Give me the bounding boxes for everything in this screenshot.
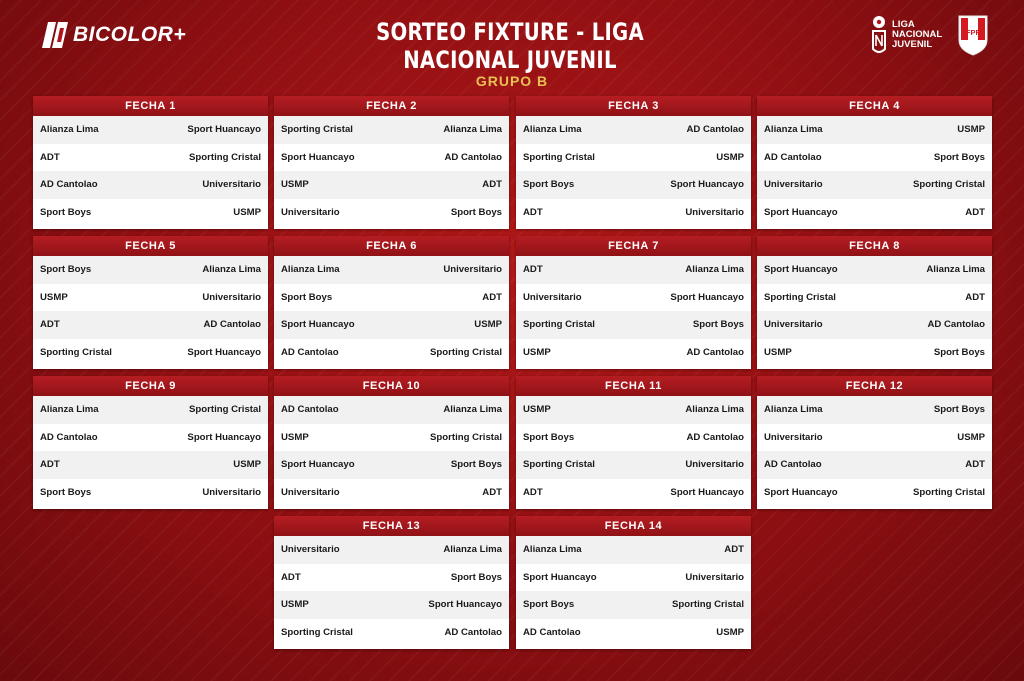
match-row (274, 256, 509, 284)
away-team: Sport Boys (450, 459, 502, 471)
fecha-card (516, 96, 751, 229)
home-team: ADT (40, 459, 60, 471)
away-team: Sport Huancayo (670, 486, 744, 498)
away-team: Sporting Cristal (430, 431, 502, 443)
home-team: Sport Huancayo (281, 319, 355, 331)
home-team: Alianza Lima (523, 124, 582, 136)
liga-ball-icon (870, 15, 888, 55)
away-team: Sport Boys (933, 151, 985, 163)
match-list (516, 116, 751, 226)
page-title: SORTEO FIXTURE - LIGA NACIONAL JUVENIL (376, 18, 644, 74)
liga-name (892, 20, 942, 50)
away-team: USMP (716, 151, 744, 163)
home-team: Universitario (281, 206, 340, 218)
match-row (757, 311, 992, 339)
match-row (33, 311, 268, 339)
fecha-title: FECHA 1 (33, 96, 268, 116)
home-team: USMP (523, 404, 551, 416)
fecha-card (274, 96, 509, 229)
away-team: Sporting Cristal (913, 486, 985, 498)
match-list (33, 396, 268, 506)
home-team: USMP (281, 179, 309, 191)
liga-line: JUVENIL (892, 39, 933, 50)
match-row (757, 256, 992, 284)
match-list (757, 116, 992, 226)
away-team: AD Cantolao (203, 319, 261, 331)
match-row (274, 591, 509, 619)
home-team: ADT (40, 151, 60, 163)
away-team: ADT (965, 459, 985, 471)
match-row (274, 451, 509, 479)
match-row (274, 479, 509, 507)
match-row (33, 171, 268, 199)
away-team: ADT (482, 486, 502, 498)
fecha-card (274, 236, 509, 369)
home-team: Sport Huancayo (764, 486, 838, 498)
home-team: Universitario (764, 431, 823, 443)
away-team: Sporting Cristal (189, 151, 261, 163)
home-team: Sport Huancayo (523, 571, 597, 583)
fecha-title: FECHA 13 (274, 516, 509, 536)
home-team: Sporting Cristal (523, 151, 595, 163)
away-team: Universitario (443, 264, 502, 276)
home-team: Sport Huancayo (764, 206, 838, 218)
away-team: AD Cantolao (686, 346, 744, 358)
match-row (274, 311, 509, 339)
brand-name: BICOLOR+ (73, 23, 187, 46)
home-team: Sport Boys (281, 291, 333, 303)
home-team: AD Cantolao (40, 179, 98, 191)
away-team: Sporting Cristal (672, 599, 744, 611)
fecha-title: FECHA 12 (757, 376, 992, 396)
fecha-title: FECHA 9 (33, 376, 268, 396)
home-team: AD Cantolao (281, 404, 339, 416)
away-team: Universitario (685, 206, 744, 218)
match-row (33, 116, 268, 144)
away-team: Sport Huancayo (187, 346, 261, 358)
bicolor-logo-icon (42, 20, 70, 50)
fecha-title: FECHA 10 (274, 376, 509, 396)
match-list (274, 256, 509, 366)
away-team: USMP (957, 124, 985, 136)
home-team: ADT (40, 319, 60, 331)
match-row (757, 339, 992, 367)
match-row (757, 479, 992, 507)
match-row (516, 339, 751, 367)
away-team: Sport Huancayo (187, 431, 261, 443)
home-team: ADT (281, 571, 301, 583)
fecha-title: FECHA 5 (33, 236, 268, 256)
liga-line: LIGA (892, 19, 915, 30)
home-team: AD Cantolao (764, 151, 822, 163)
match-row (33, 424, 268, 452)
fecha-title: FECHA 2 (274, 96, 509, 116)
fecha-title: FECHA 4 (757, 96, 992, 116)
away-team: Sport Boys (933, 404, 985, 416)
home-team: Sporting Cristal (281, 626, 353, 638)
match-row (274, 284, 509, 312)
away-team: Sport Huancayo (670, 291, 744, 303)
home-team: ADT (523, 486, 543, 498)
away-team: Sport Huancayo (670, 179, 744, 191)
match-row (274, 396, 509, 424)
match-row (33, 199, 268, 227)
match-list (274, 116, 509, 226)
match-row (516, 199, 751, 227)
fecha-card (757, 376, 992, 509)
home-team: Sporting Cristal (764, 291, 836, 303)
match-row (33, 144, 268, 172)
match-list (33, 256, 268, 366)
group-title: GRUPO B (475, 73, 549, 89)
away-team: Sporting Cristal (189, 404, 261, 416)
match-row (516, 536, 751, 564)
fecha-title: FECHA 11 (516, 376, 751, 396)
away-team: Sporting Cristal (913, 179, 985, 191)
match-list (757, 256, 992, 366)
home-team: AD Cantolao (523, 626, 581, 638)
away-team: ADT (965, 291, 985, 303)
liga-line: NACIONAL (892, 29, 943, 40)
match-row (757, 116, 992, 144)
away-team: AD Cantolao (444, 626, 502, 638)
match-row (516, 116, 751, 144)
home-team: Sporting Cristal (40, 346, 112, 358)
home-team: Alianza Lima (764, 404, 823, 416)
match-row (516, 424, 751, 452)
fecha-card (757, 236, 992, 369)
away-team: AD Cantolao (927, 319, 985, 331)
match-row (757, 284, 992, 312)
home-team: Sport Boys (40, 264, 92, 276)
fecha-card (516, 516, 751, 649)
fecha-card (33, 376, 268, 509)
away-team: AD Cantolao (686, 431, 744, 443)
away-team: ADT (965, 206, 985, 218)
match-row (757, 451, 992, 479)
match-row (757, 424, 992, 452)
fecha-card (274, 516, 509, 649)
away-team: Sport Huancayo (428, 599, 502, 611)
away-team: Alianza Lima (926, 264, 985, 276)
match-row (274, 339, 509, 367)
match-row (33, 284, 268, 312)
home-team: Universitario (281, 486, 340, 498)
home-team: USMP (764, 346, 792, 358)
away-team: Alianza Lima (202, 264, 261, 276)
fecha-card (33, 96, 268, 229)
fpf-shield-icon (957, 14, 989, 56)
match-row (274, 199, 509, 227)
match-row (757, 144, 992, 172)
home-team: Sport Boys (523, 179, 575, 191)
away-team: ADT (724, 544, 744, 556)
match-list (274, 396, 509, 506)
home-team: Sport Boys (40, 486, 92, 498)
away-team: AD Cantolao (444, 151, 502, 163)
match-row (516, 619, 751, 647)
fecha-title: FECHA 6 (274, 236, 509, 256)
match-list (516, 536, 751, 646)
match-list (274, 536, 509, 646)
home-team: Sporting Cristal (281, 124, 353, 136)
fecha-card (516, 376, 751, 509)
fecha-title: FECHA 14 (516, 516, 751, 536)
fecha-card (33, 236, 268, 369)
home-team: Universitario (281, 544, 340, 556)
match-row (33, 451, 268, 479)
home-team: Universitario (764, 319, 823, 331)
away-team: Universitario (202, 291, 261, 303)
away-team: Alianza Lima (443, 544, 502, 556)
match-row (516, 591, 751, 619)
home-team: Sport Boys (40, 206, 92, 218)
away-team: Sport Boys (450, 206, 502, 218)
home-team: USMP (281, 599, 309, 611)
match-row (516, 284, 751, 312)
home-team: Sport Huancayo (281, 459, 355, 471)
fecha-card (757, 96, 992, 229)
match-row (274, 619, 509, 647)
match-row (33, 396, 268, 424)
match-row (757, 396, 992, 424)
home-team: Universitario (523, 291, 582, 303)
home-team: Sport Huancayo (764, 264, 838, 276)
match-row (274, 424, 509, 452)
away-team: AD Cantolao (686, 124, 744, 136)
home-team: Alianza Lima (523, 544, 582, 556)
home-team: Sport Boys (523, 431, 575, 443)
home-team: USMP (40, 291, 68, 303)
home-team: USMP (281, 431, 309, 443)
away-team: Universitario (202, 179, 261, 191)
header (0, 0, 1024, 74)
away-team: Sport Boys (933, 346, 985, 358)
home-team: AD Cantolao (281, 346, 339, 358)
match-row (516, 256, 751, 284)
away-team: USMP (716, 626, 744, 638)
match-list (33, 116, 268, 226)
match-row (274, 171, 509, 199)
match-row (33, 339, 268, 367)
match-row (274, 564, 509, 592)
away-team: Alianza Lima (443, 124, 502, 136)
away-team: Universitario (202, 486, 261, 498)
home-team: Universitario (764, 179, 823, 191)
match-list (516, 396, 751, 506)
match-row (757, 171, 992, 199)
match-row (33, 256, 268, 284)
fecha-card (274, 376, 509, 509)
fpf-text: FPF (965, 28, 981, 37)
away-team: Alianza Lima (685, 404, 744, 416)
home-team: USMP (523, 346, 551, 358)
home-team: Sport Boys (523, 599, 575, 611)
away-team: ADT (482, 179, 502, 191)
match-row (757, 199, 992, 227)
home-team: Sport Huancayo (281, 151, 355, 163)
away-team: USMP (233, 206, 261, 218)
match-row (516, 564, 751, 592)
home-team: AD Cantolao (40, 431, 98, 443)
match-row (274, 144, 509, 172)
away-team: Universitario (685, 571, 744, 583)
match-row (516, 311, 751, 339)
home-team: Sporting Cristal (523, 319, 595, 331)
liga-logo (870, 14, 942, 56)
away-team: USMP (957, 431, 985, 443)
away-team: Universitario (685, 459, 744, 471)
away-team: Alianza Lima (685, 264, 744, 276)
home-team: AD Cantolao (764, 459, 822, 471)
away-team: Alianza Lima (443, 404, 502, 416)
match-row (516, 396, 751, 424)
match-row (274, 536, 509, 564)
home-team: ADT (523, 206, 543, 218)
match-row (516, 479, 751, 507)
away-team: USMP (474, 319, 502, 331)
away-team: ADT (482, 291, 502, 303)
home-team: Alianza Lima (40, 124, 99, 136)
fecha-title: FECHA 7 (516, 236, 751, 256)
match-row (516, 451, 751, 479)
match-row (33, 479, 268, 507)
match-list (757, 396, 992, 506)
match-row (274, 116, 509, 144)
away-team: USMP (233, 459, 261, 471)
away-team: Sport Boys (450, 571, 502, 583)
home-team: Sporting Cristal (523, 459, 595, 471)
home-team: ADT (523, 264, 543, 276)
fecha-title: FECHA 3 (516, 96, 751, 116)
away-team: Sport Huancayo (187, 124, 261, 136)
home-team: Alianza Lima (281, 264, 340, 276)
match-list (516, 256, 751, 366)
home-team: Alianza Lima (764, 124, 823, 136)
bicolor-logo[interactable] (42, 18, 186, 52)
match-row (516, 171, 751, 199)
fecha-title: FECHA 8 (757, 236, 992, 256)
away-team: Sport Boys (692, 319, 744, 331)
match-row (516, 144, 751, 172)
away-team: Sporting Cristal (430, 346, 502, 358)
home-team: Alianza Lima (40, 404, 99, 416)
fecha-card (516, 236, 751, 369)
